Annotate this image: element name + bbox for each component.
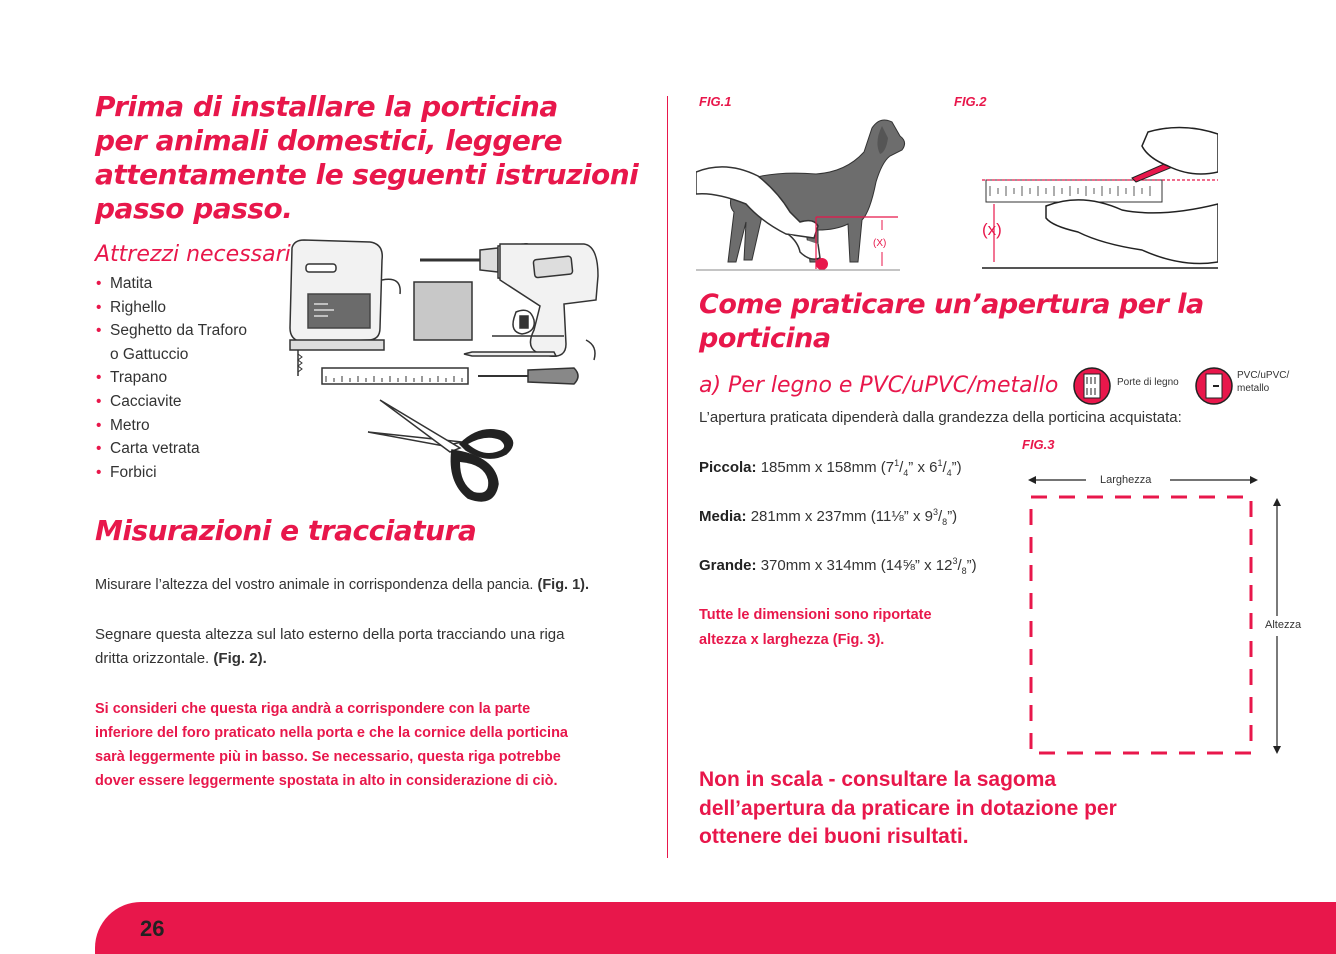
size-medium: Media: 281mm x 237mm (11⅛” x $9^3/_8$”) — [699, 507, 958, 527]
scale-note: Non in scala - consultare la sagoma dell’apertura da praticare in dotazione per ottenere dei buoni risultati. — [699, 768, 1117, 848]
dimensions-note: Tutte le dimensioni sono riportate altezza x larghezza (Fig. 3). — [699, 607, 932, 648]
page-title — [95, 90, 655, 226]
list-item: • Seghetto da Traforo — [96, 322, 248, 340]
pvc-door-icon — [1194, 366, 1234, 406]
title-line: passo passo. — [95, 192, 293, 225]
fig1-label: FIG.1 — [699, 94, 732, 109]
fig2-marker: (x) — [982, 220, 1002, 239]
fig1-marker: (X) — [873, 238, 887, 249]
size-large: Grande: 370mm x 314mm (14⅝” x $12^3/_8$”) — [699, 556, 977, 576]
warning-note: Si consideri che questa riga andrà a corrispondere con la parte inferiore del foro praticato nella porta e che la cornice della porticina sarà leggermente più in basso. Se necessario, questa riga potrebbe dover essere leggermente spostata in alto in considerazione di ciò. — [95, 701, 568, 789]
list-item: • Trapano — [96, 369, 168, 387]
column-divider — [667, 96, 668, 858]
list-item: • Carta vetrata — [96, 440, 200, 458]
title-line: per animali domestici, leggere — [95, 124, 563, 157]
paragraph-2: Segnare questa altezza sul lato esterno della porta tracciando una riga dritta orizzontale. (Fig. 2). — [95, 626, 565, 667]
paragraph-1: Misurare l’altezza del vostro animale in corrispondenza della pancia. (Fig. 1). — [95, 577, 590, 593]
list-item: • Matita — [96, 275, 153, 292]
pvc-door-label: PVC/uPVC/ metallo — [1237, 370, 1290, 394]
tools-heading: Attrezzi necessari — [95, 242, 291, 267]
wood-door-label: Porte di legno — [1117, 377, 1179, 388]
intro-text: L’apertura praticata dipenderà dalla grandezza della porticina acquistata: — [699, 409, 1182, 426]
list-item: • Forbici — [96, 463, 157, 481]
list-item: o Gattuccio — [110, 345, 189, 363]
dog-measure-illustration — [696, 112, 906, 276]
title-line: Prima di installare la porticina — [95, 90, 558, 123]
tools-illustration — [284, 236, 610, 512]
list-item: • Cacciavite — [96, 392, 182, 410]
page-number: 26 — [140, 916, 165, 941]
section-heading: Come praticare un’apertura per la porticina — [699, 289, 1204, 354]
measure-heading: Misurazioni e tracciatura — [95, 514, 477, 547]
list-item: • Righello — [96, 298, 167, 316]
height-label: Altezza — [1265, 619, 1302, 631]
footer-bar — [95, 902, 1336, 954]
size-small: Piccola: 185mm x 158mm ($7^1/_4$” x $6^1/_4$”) — [699, 458, 962, 478]
fig2-label: FIG.2 — [954, 94, 987, 109]
title-line: attentamente le seguenti istruzioni — [95, 158, 639, 191]
fig-ref: (Fig. 1). — [537, 577, 590, 593]
fig3-label: FIG.3 — [1022, 437, 1055, 452]
list-item: • Metro — [96, 416, 150, 434]
cutout-diagram — [1020, 470, 1292, 760]
subheading: a) Per legno e PVC/uPVC/metallo — [699, 373, 1059, 398]
width-label: Larghezza — [1100, 474, 1152, 486]
tools-list — [96, 272, 247, 484]
fig-ref: (Fig. 2). — [213, 650, 267, 667]
ruler-marking-illustration — [982, 122, 1218, 272]
wood-door-icon — [1072, 366, 1112, 406]
